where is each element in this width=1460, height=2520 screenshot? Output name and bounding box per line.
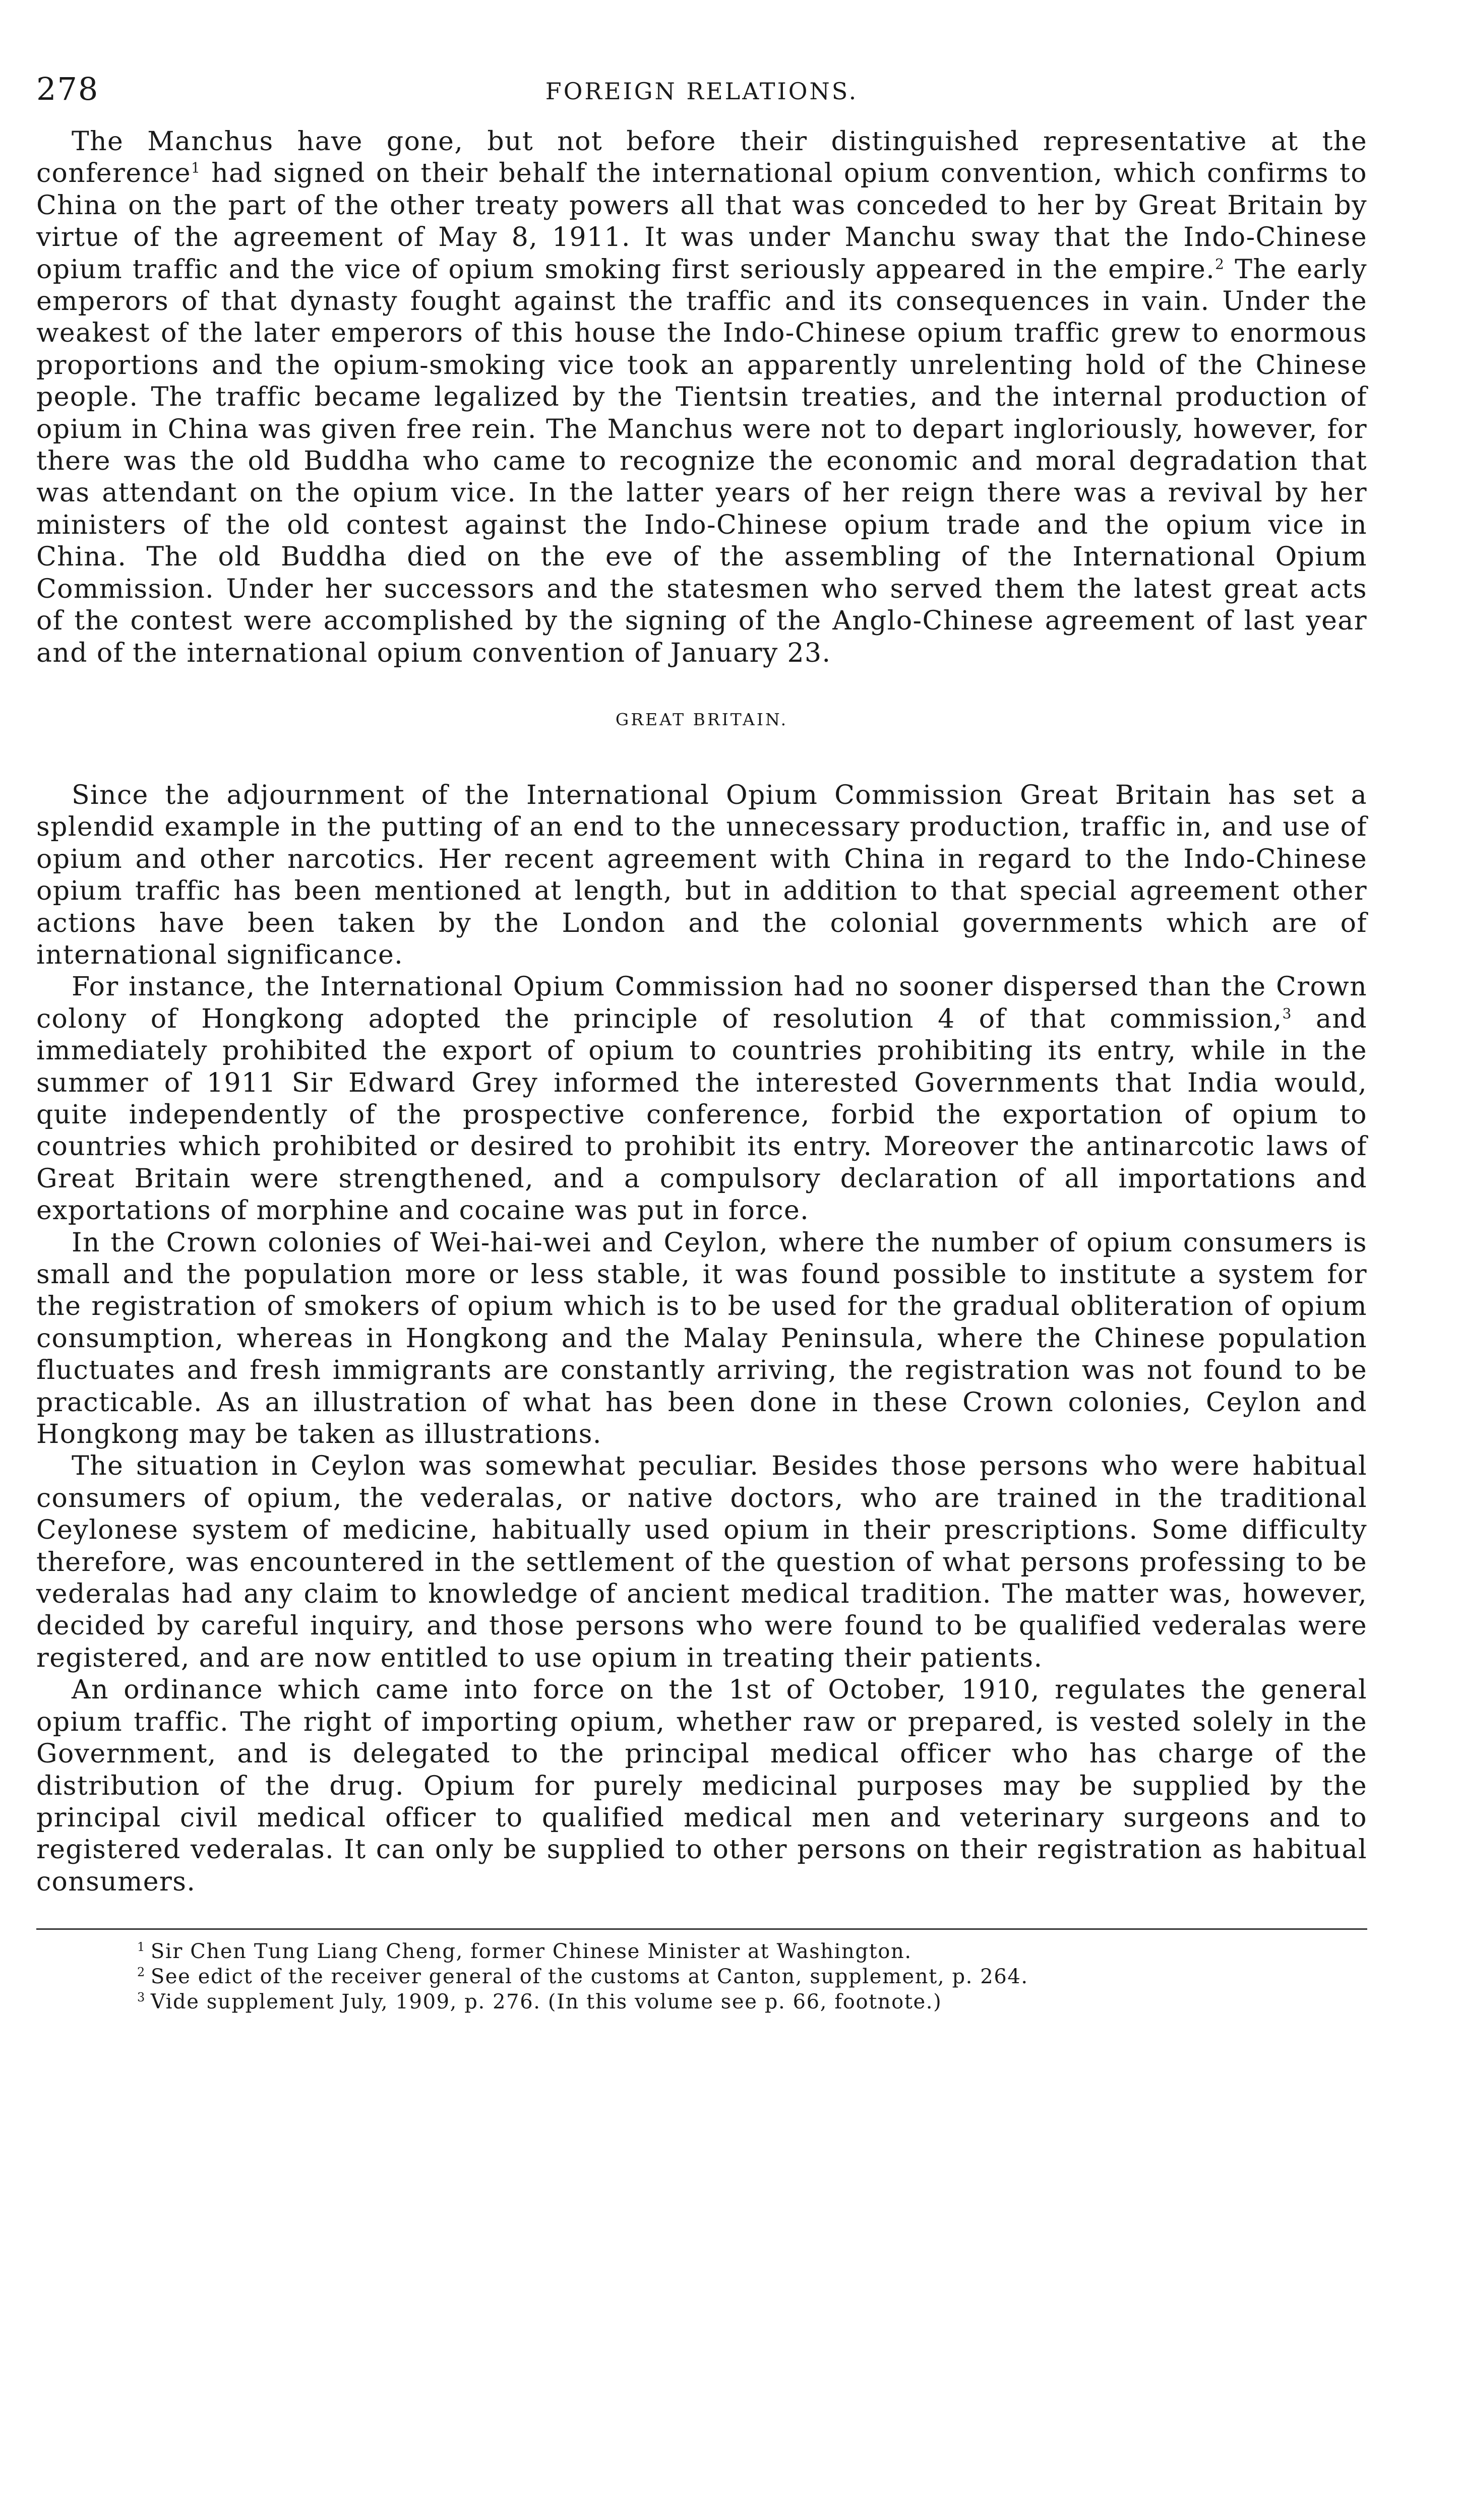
footnote-ref: 1: [191, 160, 201, 177]
running-head: FOREIGN RELATIONS.: [545, 78, 859, 105]
paragraph: An ordinance which came into force on the 1st of October, 1910, regulates the general opium traffic. The right of importing opium, whether raw or prepared, is vested solely in the Government, and is delegated to the principal medical officer who has charge of the distribution of the drug. Opium for purely medicinal purposes may be supplied by the principal civil medical officer to qualified medical men and veterinary surgeons and to registered vederalas. It can only be supplied to other persons on their registration as habitual consumers.: [36, 1675, 1367, 1897]
footnote-mark: 2: [137, 1965, 146, 1979]
paragraph: For instance, the International Opium Commission had no sooner dispersed than the Crown colony of Hongkong adopted the principle of resolution 4 of that commission,$^3$ and immediately prohibited the export of opium to countries prohibiting its entry, while in the summer of 1911 Sir Edward Grey informed the interested Governments that India would, quite independently of the prospective conference, forbid the exportation of opium to countries which prohibited or desired to prohibit its entry. Moreover the antinarcotic laws of Great Britain were strengthened, and a compulsory declaration of all importations and exportations of morphine and cocaine was put in force.: [36, 972, 1367, 1226]
page-number: 278: [36, 71, 99, 107]
body-text: [36, 126, 1367, 1898]
footnote: [137, 1989, 1367, 2014]
footnote-text: Sir Chen Tung Liang Cheng, former Chinese Minister at Washington.: [150, 1940, 912, 1964]
section-heading: GREAT BRITAIN.: [615, 709, 788, 729]
paragraph: The situation in Ceylon was somewhat peculiar. Besides those persons who were habitual consumers of opium, the vederalas, or native doctors, who are trained in the traditional Ceylonese system of medicine, habitually used opium in their prescriptions. Some difficulty therefore, was encountered in the settlement of the question of what persons professing to be vederalas had any claim to knowledge of ancient medical tradition. The matter was, however, decided by careful inquiry, and those persons who were found to be qualified vederalas were registered, and are now entitled to use opium in treating their patients.: [36, 1451, 1367, 1673]
paragraph-intro: The Manchus have gone, but not before their distinguished representative at the conference$^1$ had signed on their behalf the international opium convention, which confirms to China on the part of the other treaty powers all that was conceded to her by Great Britain by virtue of the agreement of May 8, 1911. It was under Manchu sway that the Indo-Chinese opium traffic and the vice of opium smoking first seriously appeared in the empire.$^2$ The early emperors of that dynasty fought against the traffic and its consequences in vain. Under the weakest of the later emperors of this house the Indo-Chinese opium traffic grew to enormous proportions and the opium-smoking vice took an apparently unrelenting hold of the Chinese people. The traffic became legalized by the Tientsin treaties, and the internal production of opium in China was given free rein. The Manchus were not to depart ingloriously, however, for there was the old Buddha who came to recognize the economic and moral degradation that was attendant on the opium vice. In the latter years of her reign there was a revival by her ministers of the old contest against the Indo-Chinese opium trade and the opium vice in China. The old Buddha died on the eve of the assembling of the International Opium Commission. Under her successors and the statesmen who served them the latest great acts of the contest were accomplished by the signing of the Anglo-Chinese agreement of last year and of the international opium convention of January 23.: [36, 127, 1367, 668]
footnote-text: Vide supplement July, 1909, p. 276. (In this volume see p. 66, footnote.): [150, 1990, 942, 2014]
footnote-text: See edict of the receiver general of the customs at Canton, supplement, p. 264.: [150, 1965, 1028, 1989]
paragraph: Since the adjournment of the International Opium Commission Great Britain has set a splendid example in the putting of an end to the unnecessary production, traffic in, and use of opium and other narcotics. Her recent agreement with China in regard to the Indo-Chinese opium traffic has been mentioned at length, but in addition to that special agreement other actions have been taken by the London and the colonial governments which are of international significance.: [36, 780, 1367, 970]
footnote-divider: [36, 1928, 1367, 1930]
document-page: [36, 60, 1367, 2520]
footnote: [137, 1939, 1367, 1964]
footnote-mark: 1: [137, 1939, 146, 1954]
footnote: [137, 1964, 1367, 1989]
paragraph: In the Crown colonies of Wei-hai-wei and Ceylon, where the number of opium consumers is small and the population more or less stable, it was found possible to institute a system for the registration of smokers of opium which is to be used for the gradual obliteration of opium consumption, whereas in Hongkong and the Malay Peninsula, where the Chinese population fluctuates and fresh immigrants are constantly arriving, the registration was not found to be practicable. As an illustration of what has been done in these Crown colonies, Ceylon and Hongkong may be taken as illustrations.: [36, 1227, 1367, 1450]
footnote-ref: 2: [1215, 256, 1225, 273]
footnote-ref: 3: [1282, 1005, 1292, 1022]
footnotes: [36, 1939, 1367, 2014]
footnote-mark: 3: [137, 1990, 146, 2004]
page-header: [36, 60, 1367, 126]
